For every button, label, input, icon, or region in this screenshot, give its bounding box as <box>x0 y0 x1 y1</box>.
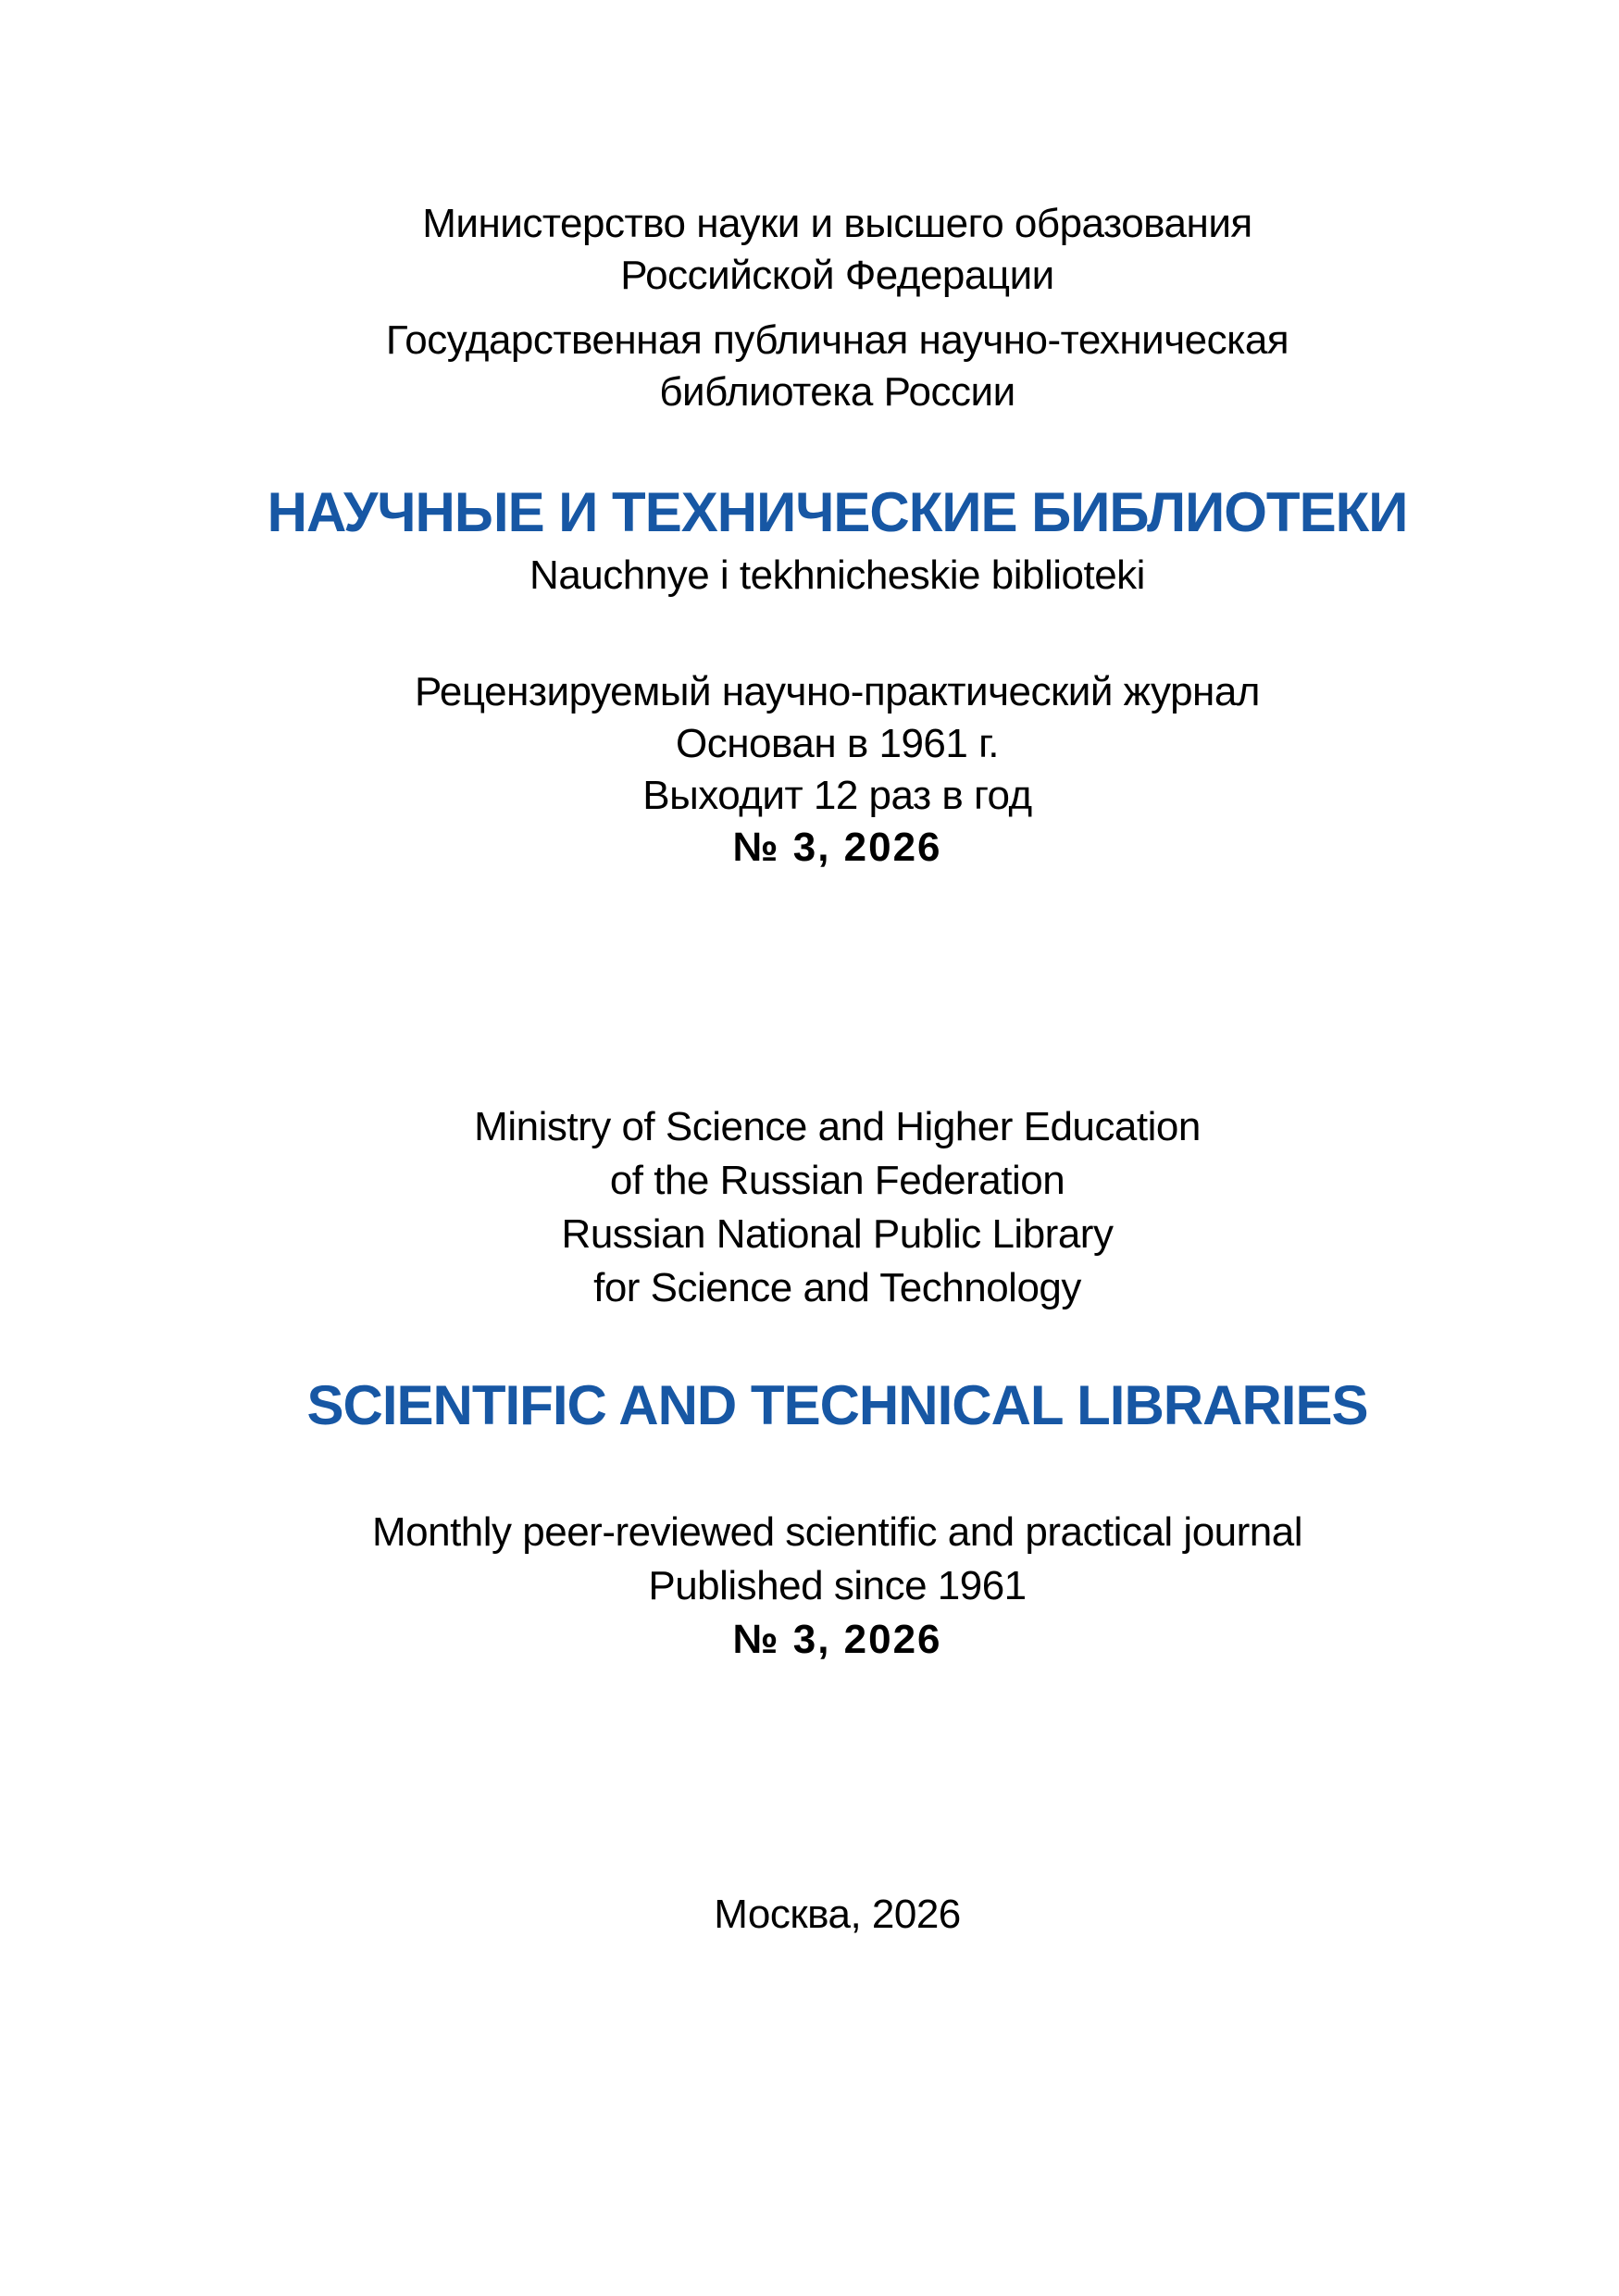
ru-library-line2: библиотека России <box>659 369 1015 415</box>
en-journal-issue-number: № 3, 2026 <box>732 1617 942 1662</box>
en-journal-title: SCIENTIFIC AND TECHNICAL LIBRARIES <box>306 1374 1368 1436</box>
en-journal-type: Monthly peer-reviewed scientific and practical journal <box>371 1509 1303 1555</box>
ru-ministry-line1: Министерство науки и высшего образования <box>422 201 1252 246</box>
ru-journal-title: НАУЧНЫЕ И ТЕХНИЧЕСКИЕ БИБЛИОТЕКИ <box>267 481 1408 543</box>
ru-ministry-line2: Российской Федерации <box>620 253 1054 298</box>
ru-journal-info-block <box>56 666 1619 874</box>
ru-journal-type: Рецензируемый научно-практический журнал <box>415 669 1260 714</box>
en-journal-info-block <box>56 1506 1619 1667</box>
en-ministry-block <box>56 1100 1619 1315</box>
en-library-line1: Russian National Public Library <box>561 1211 1114 1257</box>
ru-journal-title-transliteration: Nauchnye i tekhnicheskie biblioteki <box>529 552 1145 598</box>
en-ministry-line2: of the Russian Federation <box>609 1158 1065 1203</box>
ru-library-block <box>56 315 1619 418</box>
en-journal-published: Published since 1961 <box>648 1563 1027 1608</box>
ru-journal-founded: Основан в 1961 г. <box>676 721 999 766</box>
imprint-city-year: Москва, 2026 <box>714 1892 961 1937</box>
ru-journal-issue-number: № 3, 2026 <box>732 825 942 870</box>
ru-ministry-block <box>56 198 1619 302</box>
en-library-line2: for Science and Technology <box>593 1265 1081 1310</box>
ru-journal-frequency: Выходит 12 раз в год <box>642 773 1032 818</box>
ru-library-line1: Государственная публичная научно-техническая <box>385 317 1289 363</box>
en-ministry-line1: Ministry of Science and Higher Education <box>474 1104 1201 1149</box>
